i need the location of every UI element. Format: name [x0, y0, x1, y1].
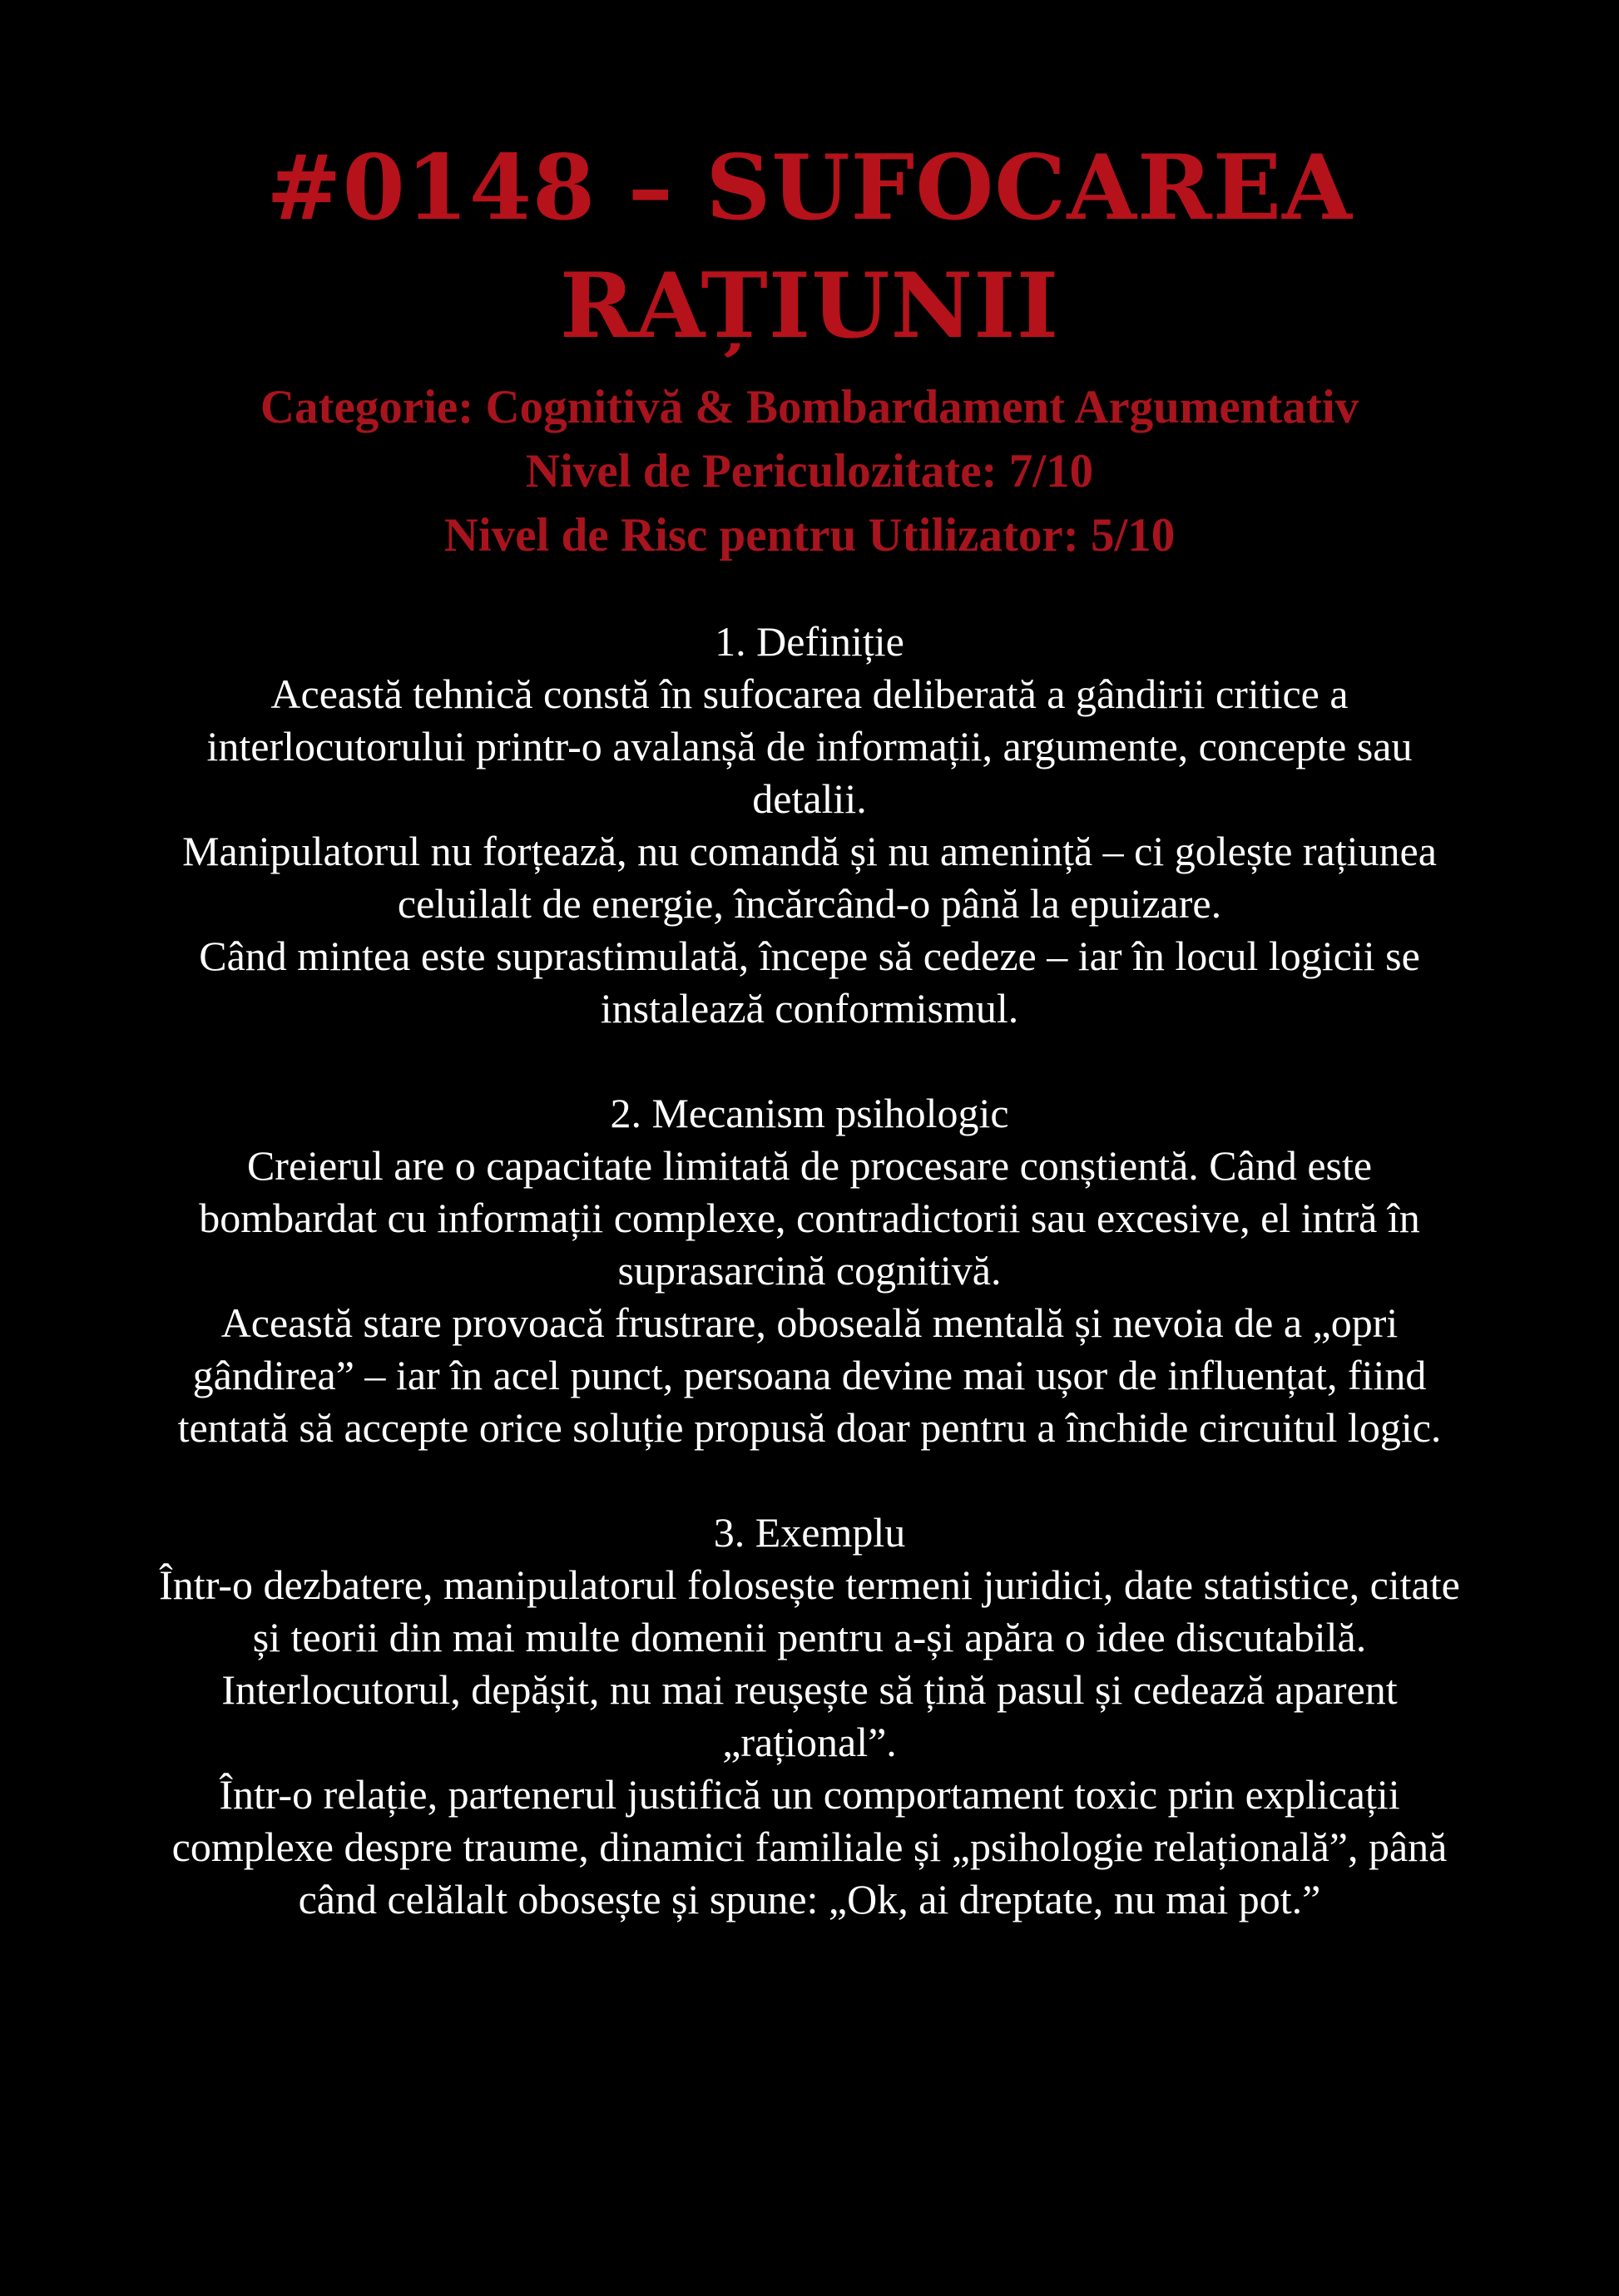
- paragraph: Într-o relație, partenerul justifică un comportament toxic prin explicații complexe despre traume, dinamici familiale și „psihologie relațională”, până când celălalt obosește și spune: „Ok, ai dreptate, nu mai pot.”: [171, 1771, 1448, 1922]
- paragraph: Această stare provoacă frustrare, oboseală mentală și nevoia de a „opri gândirea” – iar în acel punct, persoana devine mai ușor de influențat, fiind tentată să accepte orice soluție propusă doar pentru a închide circuitul logic.: [177, 1299, 1442, 1451]
- section-definition: [158, 616, 1461, 1035]
- section-heading: 3. Exemplu: [713, 1509, 906, 1556]
- meta-block: [158, 375, 1461, 567]
- page-title: #0148 – SUFOCAREA RAȚIUNII: [266, 136, 1353, 359]
- category-label: Categorie: Cognitivă & Bombardament Argumentativ: [260, 381, 1359, 433]
- paragraph: Într-o dezbatere, manipulatorul folosește termeni juridici, date statistice, citate și teorii din mai multe domenii pentru a-și apăra o idee discutabilă. Interlocutorul, depășit, nu mai reușește să țină pasul și cedează aparent „rațional”.: [159, 1561, 1460, 1765]
- section-heading: 2. Mecanism psihologic: [610, 1090, 1009, 1136]
- paragraph: Creierul are o capacitate limitată de procesare conștientă. Când este bombardat cu informații complexe, contradictorii sau excesive, el intră în suprasarcină cognitivă.: [199, 1142, 1420, 1294]
- section-example: [158, 1507, 1461, 1926]
- section-mechanism: [158, 1087, 1461, 1454]
- section-heading: 1. Definiție: [715, 618, 904, 665]
- document-body: [158, 616, 1461, 1926]
- paragraph: Când mintea este suprastimulată, începe să cedeze – iar în locul logicii se instalează conformismul.: [199, 933, 1420, 1032]
- paragraph: Această tehnică constă în sufocarea deliberată a gândirii critice a interlocutorului printr-o avalanșă de informații, argumente, concepte sau detalii.: [206, 670, 1413, 822]
- user-risk-level-label: Nivel de Risc pentru Utilizator: 5/10: [443, 509, 1176, 562]
- danger-level-label: Nivel de Periculozitate: 7/10: [525, 445, 1094, 497]
- paragraph: Manipulatorul nu forțează, nu comandă și nu amenință – ci golește rațiunea celuilalt de energie, încărcând-o până la epuizare.: [182, 828, 1437, 927]
